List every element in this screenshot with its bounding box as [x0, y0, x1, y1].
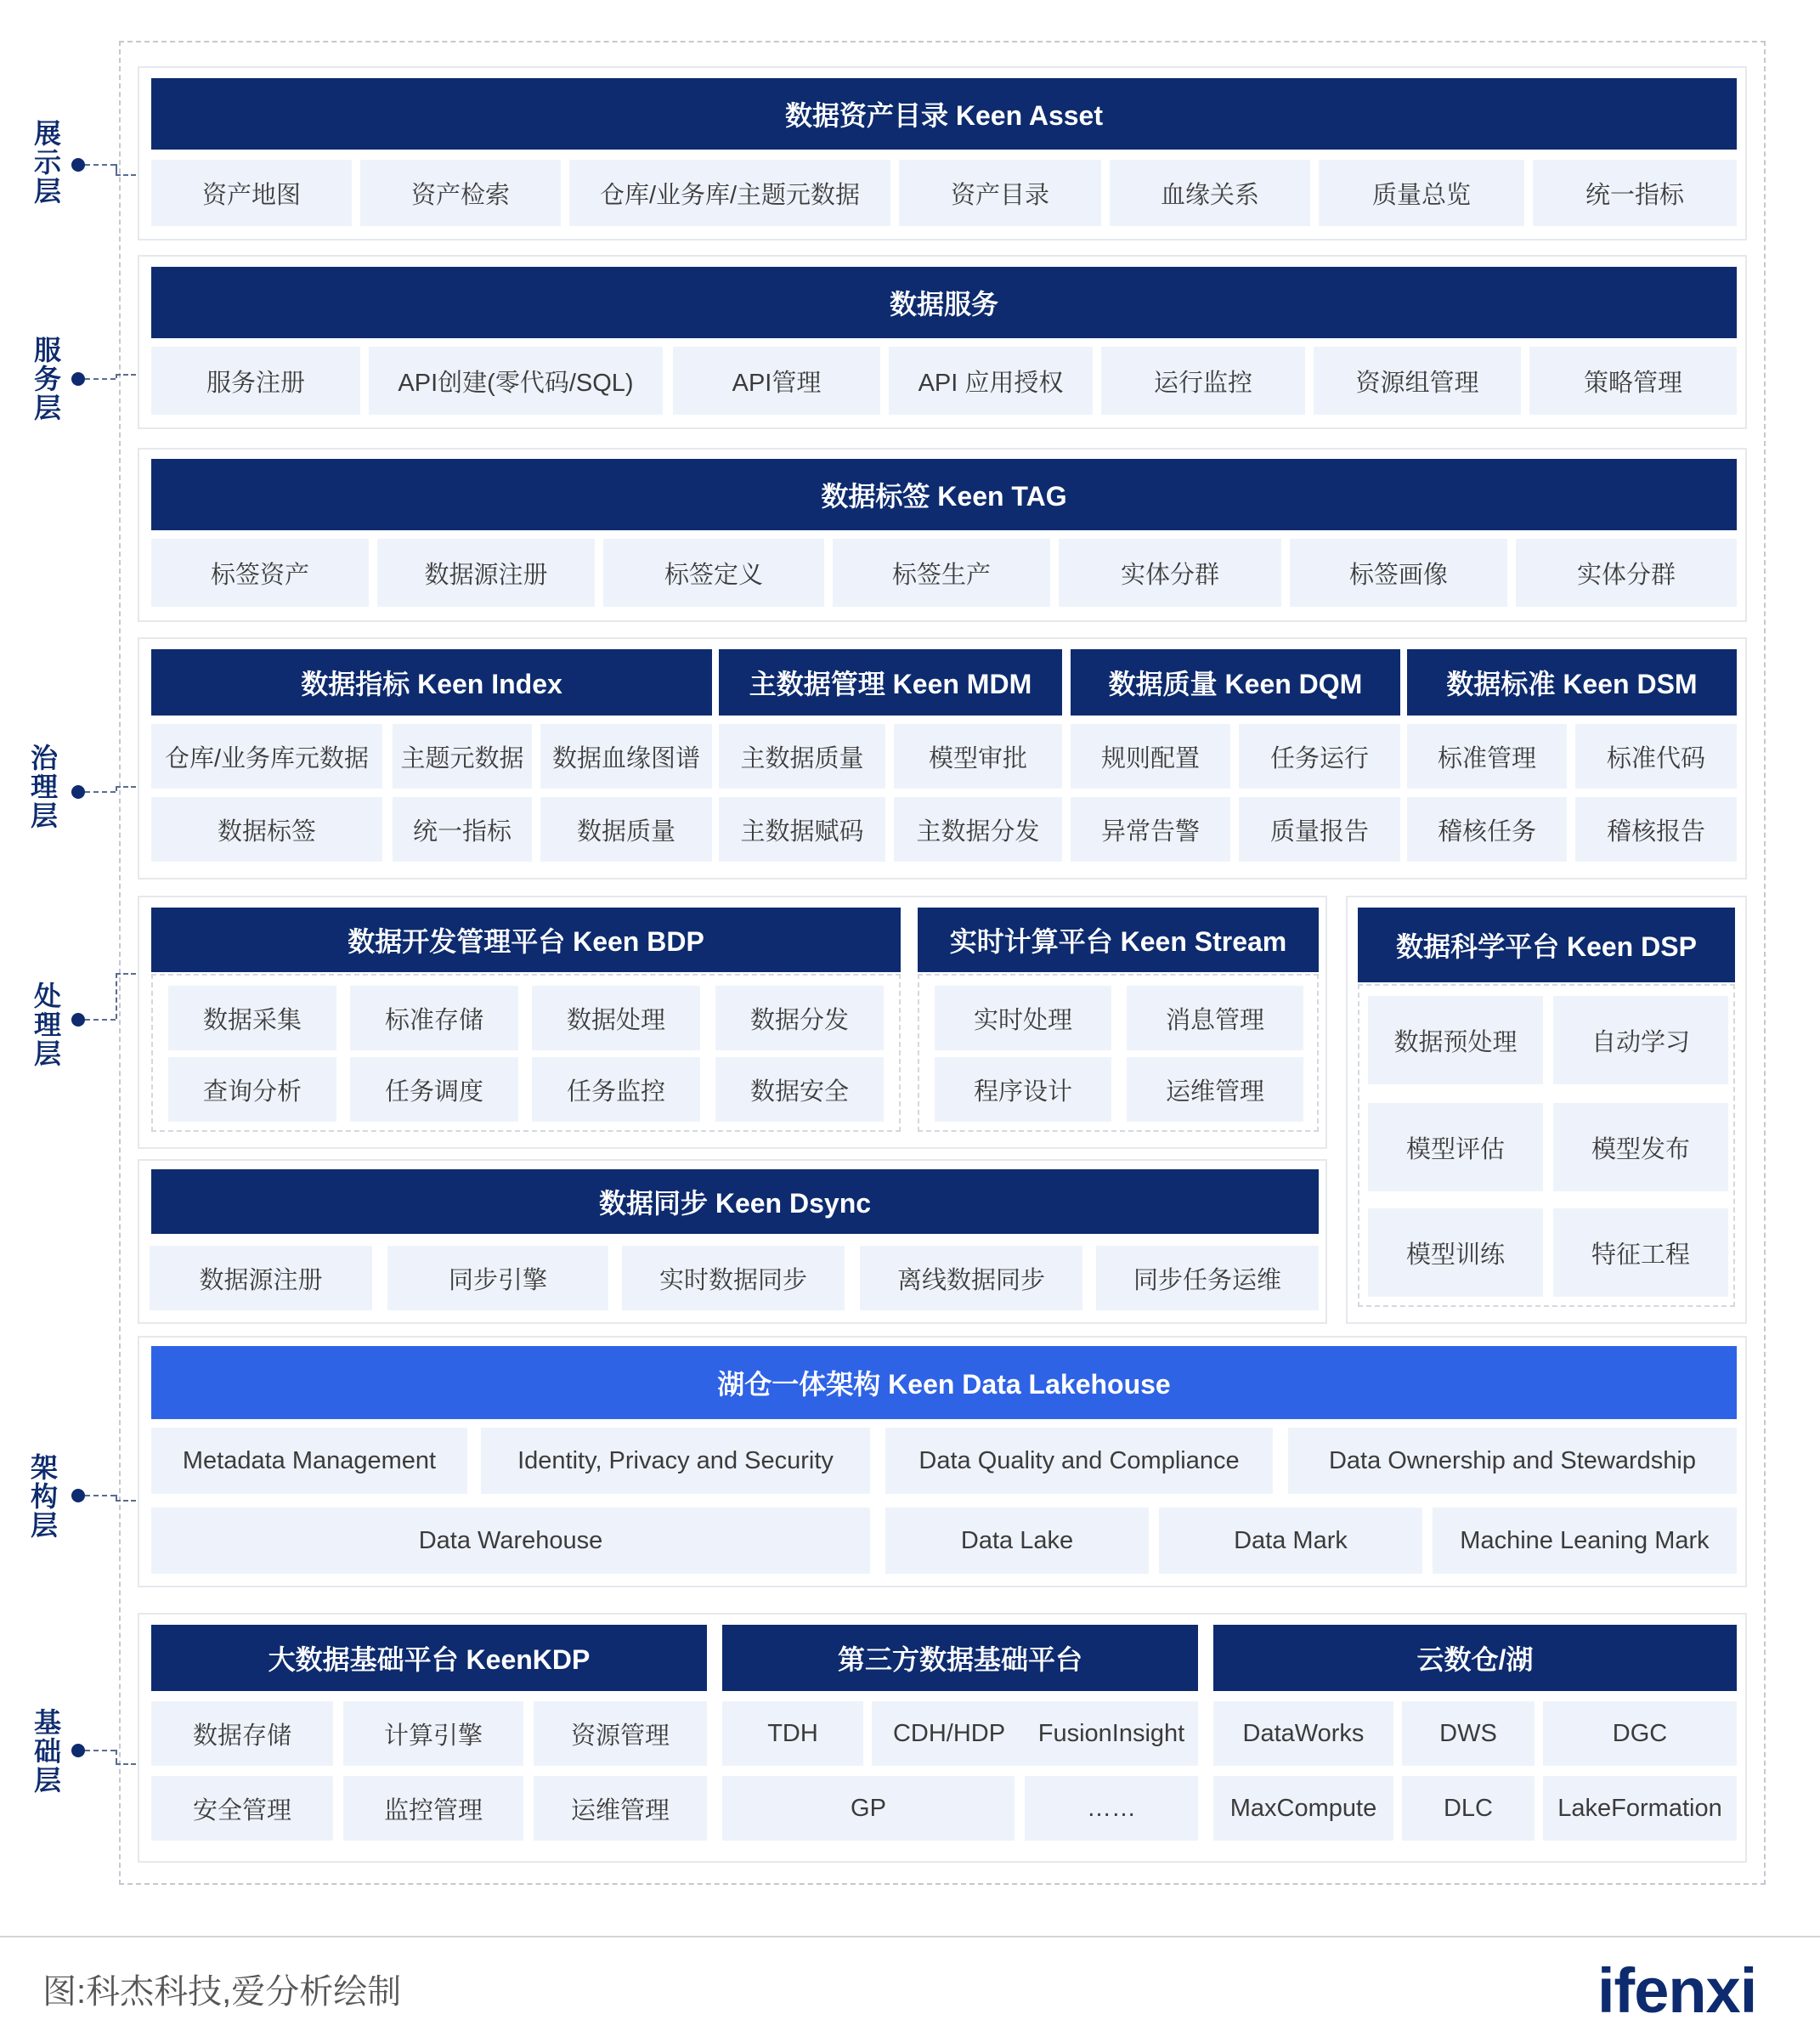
- tag-item: 实体分群: [1516, 539, 1737, 607]
- data-service-header: 数据服务: [151, 267, 1737, 338]
- index-item: 数据标签: [151, 797, 382, 862]
- architecture-item: Data Warehouse: [151, 1507, 870, 1574]
- dsync-item: 离线数据同步: [860, 1246, 1082, 1310]
- stream-item: 程序设计: [935, 1057, 1111, 1122]
- mdm-item: 主数据分发: [894, 797, 1062, 862]
- dsync-item: 同步引擎: [387, 1246, 608, 1310]
- bdp-item: 标准存储: [350, 986, 518, 1050]
- dsync-item: 同步任务运维: [1096, 1246, 1319, 1310]
- third-party-item: GP: [722, 1776, 1015, 1841]
- keen-lakehouse-header: 湖仓一体架构 Keen Data Lakehouse: [151, 1346, 1737, 1419]
- service-item: 服务注册: [151, 347, 360, 415]
- bdp-item: 数据采集: [168, 986, 336, 1050]
- index-item: 主题元数据: [393, 724, 532, 789]
- layer-connector: [85, 1019, 116, 1021]
- kdp-item: 数据存储: [151, 1701, 333, 1766]
- layer-connector: [85, 1495, 116, 1496]
- figure-caption: 图:科杰科技,爱分析绘制: [42, 1973, 402, 2011]
- dsp-item: 数据预处理: [1368, 996, 1543, 1084]
- dsp-item: 模型评估: [1368, 1103, 1543, 1191]
- layer-label-service: 服务层: [33, 335, 61, 423]
- layer-connector: [116, 164, 117, 174]
- dqm-item: 异常告警: [1071, 797, 1230, 862]
- display-item: 血缘关系: [1110, 160, 1310, 226]
- keen-index-header: 数据指标 Keen Index: [151, 649, 712, 716]
- dsm-item: 稽核报告: [1575, 797, 1737, 862]
- kdp-item: 监控管理: [343, 1776, 523, 1841]
- dqm-item: 质量报告: [1239, 797, 1400, 862]
- bdp-item: 任务监控: [532, 1057, 700, 1122]
- mdm-item: 模型审批: [894, 724, 1062, 789]
- layer-connector: [116, 1750, 117, 1763]
- dsp-item: 自动学习: [1553, 996, 1728, 1084]
- layer-label-architecture: 架构层: [30, 1452, 58, 1541]
- layer-label-display: 展示层: [33, 118, 61, 206]
- kdp-item: 资源管理: [534, 1701, 707, 1766]
- tag-item: 标签生产: [833, 539, 1050, 607]
- layer-dot: [71, 785, 85, 799]
- dsync-item: 实时数据同步: [622, 1246, 845, 1310]
- display-item: 统一指标: [1533, 160, 1737, 226]
- keen-dqm-header: 数据质量 Keen DQM: [1071, 649, 1400, 716]
- ifenxi-logo: ifenxi: [1597, 1955, 1757, 2026]
- mdm-item: 主数据质量: [719, 724, 885, 789]
- cloud-warehouse-header: 云数仓/湖: [1213, 1625, 1737, 1691]
- layer-connector: [85, 378, 116, 380]
- layer-connector: [116, 973, 117, 1019]
- stream-item: 消息管理: [1127, 986, 1303, 1050]
- layer-dot: [71, 372, 85, 386]
- layer-label-foundation: 基础层: [33, 1707, 61, 1796]
- layer-dot: [71, 1013, 85, 1027]
- dsm-item: 标准代码: [1575, 724, 1737, 789]
- kdp-item: 计算引擎: [343, 1701, 523, 1766]
- keen-stream-header: 实时计算平台 Keen Stream: [918, 908, 1319, 972]
- third-party-item: FusionInsight: [1025, 1701, 1198, 1766]
- layer-label-governance: 治理层: [30, 743, 58, 831]
- third-party-item: ……: [1025, 1776, 1198, 1841]
- index-item: 统一指标: [393, 797, 532, 862]
- keen-tag-header: 数据标签 Keen TAG: [151, 459, 1737, 530]
- service-item: API 应用授权: [889, 347, 1093, 415]
- stream-item: 运维管理: [1127, 1057, 1303, 1122]
- keen-dsp-header: 数据科学平台 Keen DSP: [1358, 908, 1735, 982]
- cloud-item: DWS: [1402, 1701, 1535, 1766]
- cloud-item: LakeFormation: [1543, 1776, 1737, 1841]
- cloud-item: DLC: [1402, 1776, 1535, 1841]
- keen-bdp-header: 数据开发管理平台 Keen BDP: [151, 908, 901, 972]
- dsm-item: 标准管理: [1407, 724, 1567, 789]
- footer-divider: [0, 1936, 1820, 1937]
- service-item: 运行监控: [1101, 347, 1305, 415]
- dsync-item: 数据源注册: [150, 1246, 372, 1310]
- keen-mdm-header: 主数据管理 Keen MDM: [719, 649, 1062, 716]
- dqm-item: 规则配置: [1071, 724, 1230, 789]
- tag-item: 实体分群: [1059, 539, 1281, 607]
- display-item: 仓库/业务库/主题元数据: [569, 160, 890, 226]
- architecture-item: Metadata Management: [151, 1428, 467, 1494]
- architecture-item: Data Lake: [885, 1507, 1149, 1574]
- display-item: 资产目录: [899, 160, 1101, 226]
- cloud-item: MaxCompute: [1213, 1776, 1393, 1841]
- bdp-item: 任务调度: [350, 1057, 518, 1122]
- bdp-item: 数据处理: [532, 986, 700, 1050]
- kdp-item: 运维管理: [534, 1776, 707, 1841]
- tag-item: 标签画像: [1290, 539, 1507, 607]
- dsm-item: 稽核任务: [1407, 797, 1567, 862]
- bdp-item: 数据安全: [715, 1057, 884, 1122]
- layer-connector: [85, 791, 116, 793]
- keen-dsm-header: 数据标准 Keen DSM: [1407, 649, 1737, 716]
- architecture-item: Data Ownership and Stewardship: [1288, 1428, 1737, 1494]
- dqm-item: 任务运行: [1239, 724, 1400, 789]
- display-item: 资产地图: [151, 160, 352, 226]
- service-item: 策略管理: [1529, 347, 1737, 415]
- third-party-item: TDH: [722, 1701, 863, 1766]
- third-party-item: CDH/HDP: [872, 1701, 1026, 1766]
- kdp-item: 安全管理: [151, 1776, 333, 1841]
- layer-dot: [71, 1744, 85, 1757]
- dsp-item: 特征工程: [1553, 1208, 1728, 1297]
- stream-item: 实时处理: [935, 986, 1111, 1050]
- keen-asset-header: 数据资产目录 Keen Asset: [151, 78, 1737, 150]
- keen-dsync-header: 数据同步 Keen Dsync: [151, 1169, 1319, 1234]
- architecture-item: Machine Leaning Mark: [1433, 1507, 1737, 1574]
- service-item: API创建(零代码/SQL): [369, 347, 663, 415]
- architecture-item: Data Mark: [1159, 1507, 1422, 1574]
- dsp-item: 模型训练: [1368, 1208, 1543, 1297]
- display-item: 资产检索: [360, 160, 561, 226]
- tag-item: 标签资产: [151, 539, 369, 607]
- mdm-item: 主数据赋码: [719, 797, 885, 862]
- display-item: 质量总览: [1319, 160, 1524, 226]
- index-item: 数据血缘图谱: [540, 724, 712, 789]
- layer-dot: [71, 1489, 85, 1502]
- layer-connector: [85, 1750, 116, 1751]
- service-item: API管理: [673, 347, 880, 415]
- index-item: 数据质量: [540, 797, 712, 862]
- tag-item: 标签定义: [603, 539, 824, 607]
- tag-item: 数据源注册: [377, 539, 595, 607]
- bdp-item: 查询分析: [168, 1057, 336, 1122]
- service-item: 资源组管理: [1314, 347, 1521, 415]
- architecture-item: Identity, Privacy and Security: [481, 1428, 870, 1494]
- third-party-header: 第三方数据基础平台: [722, 1625, 1198, 1691]
- architecture-item: Data Quality and Compliance: [885, 1428, 1273, 1494]
- layer-dot: [71, 158, 85, 172]
- keen-kdp-header: 大数据基础平台 KeenKDP: [151, 1625, 707, 1691]
- layer-label-processing: 处理层: [33, 981, 61, 1069]
- dsp-item: 模型发布: [1553, 1103, 1728, 1191]
- cloud-item: DGC: [1543, 1701, 1737, 1766]
- cloud-item: DataWorks: [1213, 1701, 1393, 1766]
- index-item: 仓库/业务库元数据: [151, 724, 382, 789]
- layer-connector: [85, 164, 116, 166]
- bdp-item: 数据分发: [715, 986, 884, 1050]
